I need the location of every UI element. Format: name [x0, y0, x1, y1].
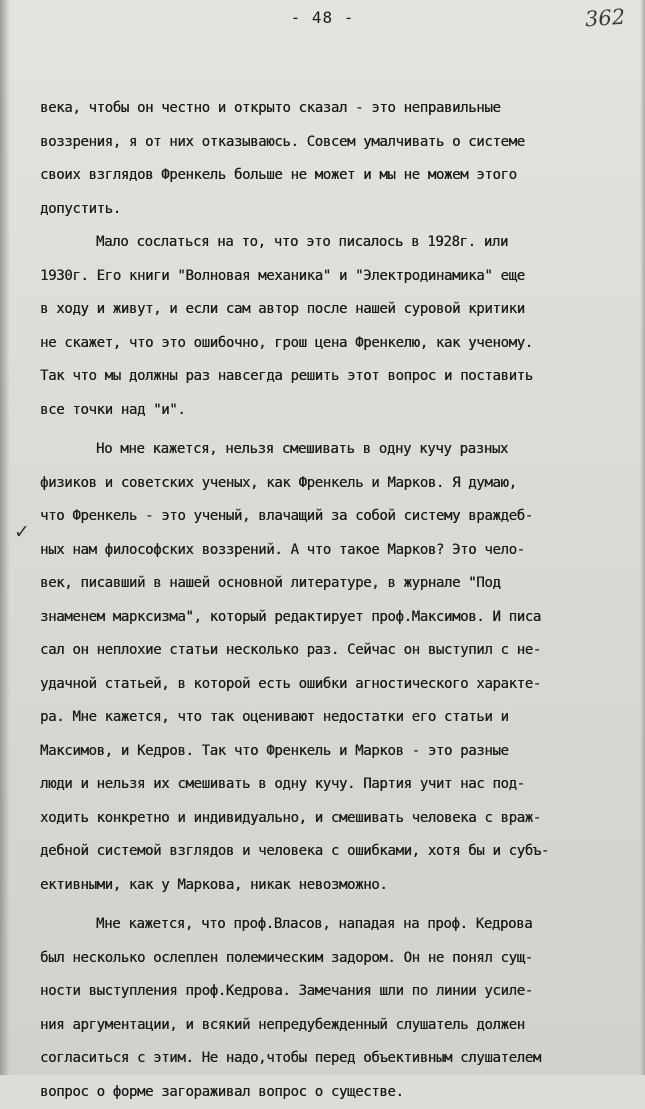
text-line: века, чтобы он честно и открыто сказал - это неправильные — [40, 92, 640, 126]
text-line: удачной статьей, в которой есть ошибки агностического характе- — [40, 668, 640, 702]
handwritten-archive-number: 362 — [584, 5, 626, 32]
paragraph-start-line: Но мне кажется, нельзя смешивать в одну кучу разных — [40, 433, 640, 467]
text-line: все точки над "и". — [40, 394, 640, 428]
text-line: ния аргументации, и всякий непредубежденный слушатель должен — [40, 1009, 640, 1043]
body-text — [40, 92, 640, 1109]
text-line: Так что мы должны раз навсегда решить этот вопрос и поставить — [40, 360, 640, 394]
text-line: век, писавший в нашей основной литературе, в журнале "Под — [40, 567, 640, 601]
text-line: дебной системой взглядов и человека с ошибками, хотя бы и субъ- — [40, 835, 640, 869]
text-line: не скажет, что это ошибочно, грош цена Френкелю, как ученому. — [40, 327, 640, 361]
paragraph-start-line: Мало сослаться на то, что это писалось в 1928г. или — [40, 226, 640, 260]
paragraph-start-line: Мне кажется, что проф.Власов, нападая на проф. Кедрова — [40, 908, 640, 942]
text-line: в ходу и живут, и если сам автор после нашей суровой критики — [40, 293, 640, 327]
text-line: 1930г. Его книги "Волновая механика" и "Электродинамика" еще — [40, 260, 640, 294]
text-line: был несколько ослеплен полемическим задором. Он не понял сущ- — [40, 942, 640, 976]
text-line: ности выступления проф.Кедрова. Замечания шли по линии усиле- — [40, 975, 640, 1009]
text-line: физиков и советских ученых, как Френкель и Марков. Я думаю, — [40, 467, 640, 501]
text-line: вопрос о форме загораживал вопрос о существе. — [40, 1076, 640, 1109]
page-number: - 48 - — [0, 8, 645, 27]
text-line: знаменем марксизма", который редактирует проф.Максимов. И писа — [40, 601, 640, 635]
text-line: согласиться с этим. Не надо,чтобы перед объективным слушателем — [40, 1042, 640, 1076]
text-line: воззрения, я от них отказываюсь. Совсем умалчивать о системе — [40, 126, 640, 160]
text-line: Максимов, и Кедров. Так что Френкель и Марков - это разные — [40, 735, 640, 769]
margin-check-mark: ✓ — [14, 521, 30, 543]
text-line: ходить конкретно и индивидуально, и смешивать человека с враж- — [40, 802, 640, 836]
text-line: сал он неплохие статьи несколько раз. Сейчас он выступил с не- — [40, 634, 640, 668]
text-line: допустить. — [40, 193, 640, 227]
text-line: ра. Мне кажется, что так оценивают недостатки его статьи и — [40, 701, 640, 735]
text-line: ных нам философских воззрений. А что такое Марков? Это чело- — [40, 534, 640, 568]
text-line: что Френкель - это ученый, влачащий за собой систему враждеб- — [40, 500, 640, 534]
text-line: ективными, как у Маркова, никак невозможно. — [40, 869, 640, 903]
text-line: люди и нельзя их смешивать в одну кучу. Партия учит нас под- — [40, 768, 640, 802]
text-line: своих взглядов Френкель больше не может и мы не можем этого — [40, 159, 640, 193]
